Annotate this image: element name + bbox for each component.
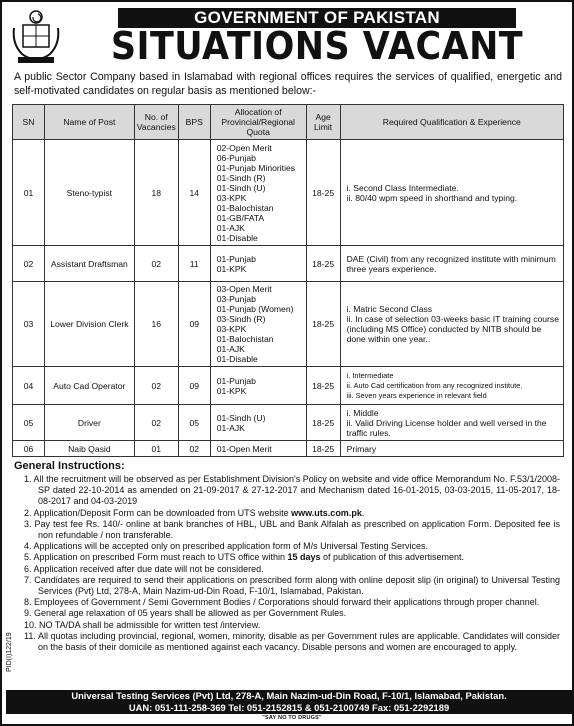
website-link: www.uts.com.pk xyxy=(291,507,362,518)
cell-bps: 11 xyxy=(178,246,210,282)
quota-line: 03-Open Merit xyxy=(216,284,272,294)
cell-quota xyxy=(210,367,306,405)
list-item: 2. Application/Deposit Form can be downloaded from UTS website www.uts.com.pk. xyxy=(24,507,365,518)
cell-bps: 02 xyxy=(178,441,210,457)
table-row xyxy=(13,246,564,282)
cell-sn: 03 xyxy=(13,282,45,367)
cell-post: Naib Qasid xyxy=(44,441,134,457)
qualification-line: i. Middle xyxy=(346,407,379,418)
table-row xyxy=(13,405,564,441)
deadline-emphasis: 15 days xyxy=(287,552,321,563)
cell-quota xyxy=(210,140,306,246)
qualification-line: i. Second Class Intermediate. xyxy=(346,182,459,193)
quota-line: 01-Sindh (U) xyxy=(216,412,266,423)
footer-address: Universal Testing Services (Pvt) Ltd, 278-A, Main Nazim-ud-Din Road, F-10/1, Islamabad, Pakistan. xyxy=(71,690,507,701)
qualification-line: ii. In case of selection 03-weeks basic IT training course (including MS Office) conducted by NITB should be done within one year.. xyxy=(346,314,559,344)
list-item: 5. Application on prescribed Form must reach to UTS office within 15 days of publication of this advertisement. xyxy=(24,552,465,563)
quota-line: 01-AJK xyxy=(216,344,245,354)
qualification-line: ii. Auto Cad certification from any recognized institute. xyxy=(346,380,523,390)
quota-line: 01-AJK xyxy=(216,422,245,433)
cell-sn: 04 xyxy=(13,367,45,405)
list-item: 8. Employees of Government / Semi Government Bodies / Corporations should forward their applications through proper channel. xyxy=(24,597,540,608)
quota-line: 01-AJK xyxy=(216,222,245,233)
table-header-row xyxy=(13,105,564,140)
qualification-line: i. Matric Second Class xyxy=(346,304,433,314)
general-instructions-list xyxy=(24,474,560,653)
header xyxy=(6,6,570,68)
cell-quota xyxy=(210,246,306,282)
vacancy-table xyxy=(12,104,564,457)
cell-qualification xyxy=(340,282,563,367)
col-header-post: Name of Post xyxy=(44,105,134,140)
cell-sn: 06 xyxy=(13,441,45,457)
quota-line: 02-Open Merit xyxy=(216,142,272,153)
list-item: 7. Candidates are required to send their applications on prescribed form along with online deposit slip (in original) to Universal Testing Services (Pvt) Ltd, 278-A, Main Nazim-ud-Din Road, F-10/1, Islamabad, Pakistan. xyxy=(24,574,560,597)
qualification-line: ii. Valid Driving License holder and well versed in the traffic rules. xyxy=(346,417,547,438)
quota-line: 01-GB/FATA xyxy=(216,212,265,223)
footer-bar xyxy=(6,690,572,714)
quota-line: 01-Punjab xyxy=(216,375,256,386)
cell-qualification xyxy=(340,441,563,457)
list-item: 4. Applications will be accepted only on prescribed application form of M/s Universal Testing Services. xyxy=(24,541,429,552)
list-item: 11. All quotas including provincial, regional, women, minority, disable as per Government rules are applicable. Candidates will consider on the basis of their domicile as mentioned against each vacancy. Disable persons and women are encouraged to apply. xyxy=(24,630,560,653)
cell-vacancies: 02 xyxy=(134,405,178,441)
gov-title: GOVERNMENT OF PAKISTAN xyxy=(118,8,516,28)
cell-post: Assistant Draftsman xyxy=(44,246,134,282)
cell-age: 18-25 xyxy=(306,246,340,282)
main-title: SITUATIONS VACANT xyxy=(110,24,524,68)
cell-vacancies: 18 xyxy=(134,140,178,246)
cell-vacancies: 02 xyxy=(134,367,178,405)
cell-bps: 09 xyxy=(178,367,210,405)
footer-contact: UAN: 051-111-258-369 Tel: 051-2152815 & 051-2100749 Fax: 051-2292189 xyxy=(128,702,450,713)
quota-line: 01-Balochistan xyxy=(216,334,274,344)
quota-line: 01-KPK xyxy=(216,263,247,274)
cell-qualification xyxy=(340,140,563,246)
cell-vacancies: 02 xyxy=(134,246,178,282)
qualification-line: ii. 80/40 wpm speed in shorthand and typing. xyxy=(346,192,518,203)
cell-bps: 05 xyxy=(178,405,210,441)
cell-age: 18-25 xyxy=(306,441,340,457)
quota-line: 03-Sindh (R) xyxy=(216,314,266,324)
quota-line: 01-Disable xyxy=(216,232,258,243)
table-row xyxy=(13,441,564,457)
cell-age: 18-25 xyxy=(306,367,340,405)
col-header-vacancies: No. of Vacancies xyxy=(134,105,178,140)
list-item: 9. General age relaxation of 05 years shall be allowed as per Government Rules. xyxy=(24,608,347,619)
cell-age: 18-25 xyxy=(306,282,340,367)
intro-text: A public Sector Company based in Islamabad with regional offices requires the services of qualified, energetic and self-motivated candidates on regular basis as mentioned below:- xyxy=(14,71,562,97)
cell-sn: 01 xyxy=(13,140,45,246)
quota-line: 03-Punjab xyxy=(216,294,256,304)
list-item: 3. Pay test fee Rs. 140/- online at bank branches of HBL, UBL and Bank Alfalah as prescribed on application Form. Deposited fee is non refundable / non transferable. xyxy=(24,518,560,541)
list-item: 6. Application received after due date will not be considered. xyxy=(24,563,264,574)
cell-sn: 02 xyxy=(13,246,45,282)
general-instructions-title: General Instructions: xyxy=(14,460,125,472)
quota-line: 01-Punjab xyxy=(216,253,256,264)
cell-post: Driver xyxy=(44,405,134,441)
list-item: 10. NO TA/DA shall be admissible for written test /interview. xyxy=(24,619,261,630)
table-row xyxy=(13,367,564,405)
cell-vacancies: 01 xyxy=(134,441,178,457)
quota-line: 01-Disable xyxy=(216,354,258,364)
cell-sn: 05 xyxy=(13,405,45,441)
col-header-age: Age Limit xyxy=(306,105,340,140)
quota-line: 01-KPK xyxy=(216,385,247,396)
quota-line: 01-Sindh (U) xyxy=(216,182,266,193)
cell-vacancies: 16 xyxy=(134,282,178,367)
quota-line: 03-KPK xyxy=(216,324,247,334)
cell-bps: 09 xyxy=(178,282,210,367)
quota-line: 01-Sindh (R) xyxy=(216,172,266,183)
quota-line: 06-Punjab xyxy=(216,152,256,163)
cell-age: 18-25 xyxy=(306,405,340,441)
qualification-line: DAE (Civil) from any recognized institute with minimum three years experience. xyxy=(346,253,556,274)
quota-line: 01-Punjab Minorities xyxy=(216,162,296,173)
say-no-to-drugs: "SAY NO TO DRUGS" xyxy=(262,715,322,721)
cell-qualification xyxy=(340,246,563,282)
list-item: 1. All the recruitment will be observed as per Establishment Division's Policy on website and vide office Memorandum No. F.53/1/2008-SP dated 22-10-2014 as amended on 21-09-2017 & 27-12-2017 and Mechanism dated 16-01-2015, 03-03-2015, 11-05-2017, 18-08-2017 and 04-03-2019 xyxy=(24,474,560,507)
pid-code: PID(I)122/19 xyxy=(6,632,13,672)
table-row xyxy=(13,282,564,367)
cell-age: 18-25 xyxy=(306,140,340,246)
col-header-bps: BPS xyxy=(178,105,210,140)
qualification-line: i. Intermediate xyxy=(346,370,394,380)
cell-quota xyxy=(210,282,306,367)
col-header-quota: Allocation of Provincial/Regional Quota xyxy=(210,105,306,140)
quota-line: 01-Open Merit xyxy=(216,443,272,454)
cell-post: Lower Division Clerk xyxy=(44,282,134,367)
col-header-sn: SN xyxy=(13,105,45,140)
table-row xyxy=(13,140,564,246)
cell-qualification xyxy=(340,405,563,441)
state-emblem-icon xyxy=(10,8,62,64)
cell-post: Steno-typist xyxy=(44,140,134,246)
cell-quota xyxy=(210,441,306,457)
qualification-line: Primary xyxy=(346,443,377,454)
quota-line: 03-KPK xyxy=(216,192,247,203)
cell-bps: 14 xyxy=(178,140,210,246)
quota-line: 01-Punjab (Women) xyxy=(216,304,294,314)
cell-qualification xyxy=(340,367,563,405)
qualification-line: iii. Seven years experience in relevant field xyxy=(346,390,487,400)
cell-quota xyxy=(210,405,306,441)
col-header-qualification: Required Qualification & Experience xyxy=(340,105,563,140)
cell-post: Auto Cad Operator xyxy=(44,367,134,405)
quota-line: 01-Balochistan xyxy=(216,202,274,213)
